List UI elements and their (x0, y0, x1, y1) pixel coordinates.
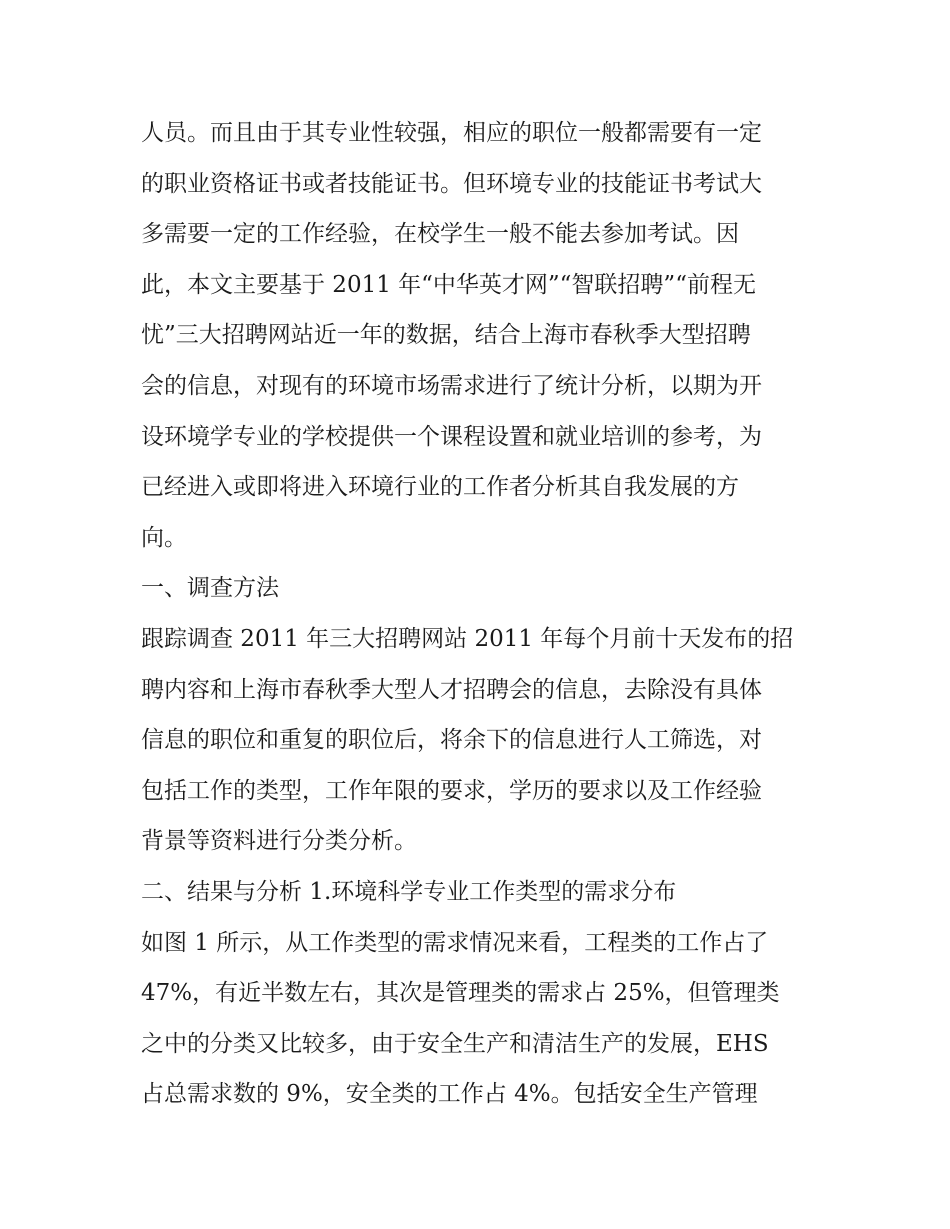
text-line: 已经进入或即将进入环境行业的工作者分析其自我发展的方 (141, 474, 739, 501)
text-line: 背景等资料进行分类分析。 (141, 828, 417, 855)
text-line: 占总需求数的 9%，安全类的工作占 4%。包括安全生产管理 (141, 1081, 758, 1108)
text-line: 之中的分类又比较多，由于安全生产和清洁生产的发展，EHS (141, 1030, 769, 1057)
text-line: 此，本文主要基于 2011 年“中华英才网”“智联招聘”“前程无 (141, 271, 756, 298)
text-line: 跟踪调查 2011 年三大招聘网站 2011 年每个月前十天发布的招 (141, 625, 794, 652)
text-line: 向。 (141, 524, 187, 551)
section-heading: 二、结果与分析 1.环境科学专业工作类型的需求分布 (141, 878, 677, 905)
text-line: 设环境学专业的学校提供一个课程设置和就业培训的参考，为 (141, 423, 762, 450)
text-line: 聘内容和上海市春秋季大型人才招聘会的信息，去除没有具体 (141, 676, 762, 703)
text-line: 多需要一定的工作经验，在校学生一般不能去参加考试。因 (141, 221, 739, 248)
text-line: 忧”三大招聘网站近一年的数据，结合上海市春秋季大型招聘 (141, 322, 751, 349)
text-line: 的职业资格证书或者技能证书。但环境专业的技能证书考试大 (141, 170, 762, 197)
text-line: 人员。而且由于其专业性较强，相应的职位一般都需要有一定 (141, 120, 762, 146)
text-line: 如图 1 所示，从工作类型的需求情况来看，工程类的工作占了 (141, 929, 769, 956)
section-heading: 一、调查方法 (141, 575, 279, 602)
body-text (141, 108, 821, 1120)
text-line: 会的信息，对现有的环境市场需求进行了统计分析，以期为开 (141, 372, 762, 399)
text-line: 包括工作的类型，工作年限的要求，学历的要求以及工作经验 (141, 777, 762, 804)
text-line: 信息的职位和重复的职位后，将余下的信息进行人工筛选，对 (141, 727, 762, 754)
text-line: 47%，有近半数左右，其次是管理类的需求占 25%，但管理类 (141, 980, 780, 1007)
